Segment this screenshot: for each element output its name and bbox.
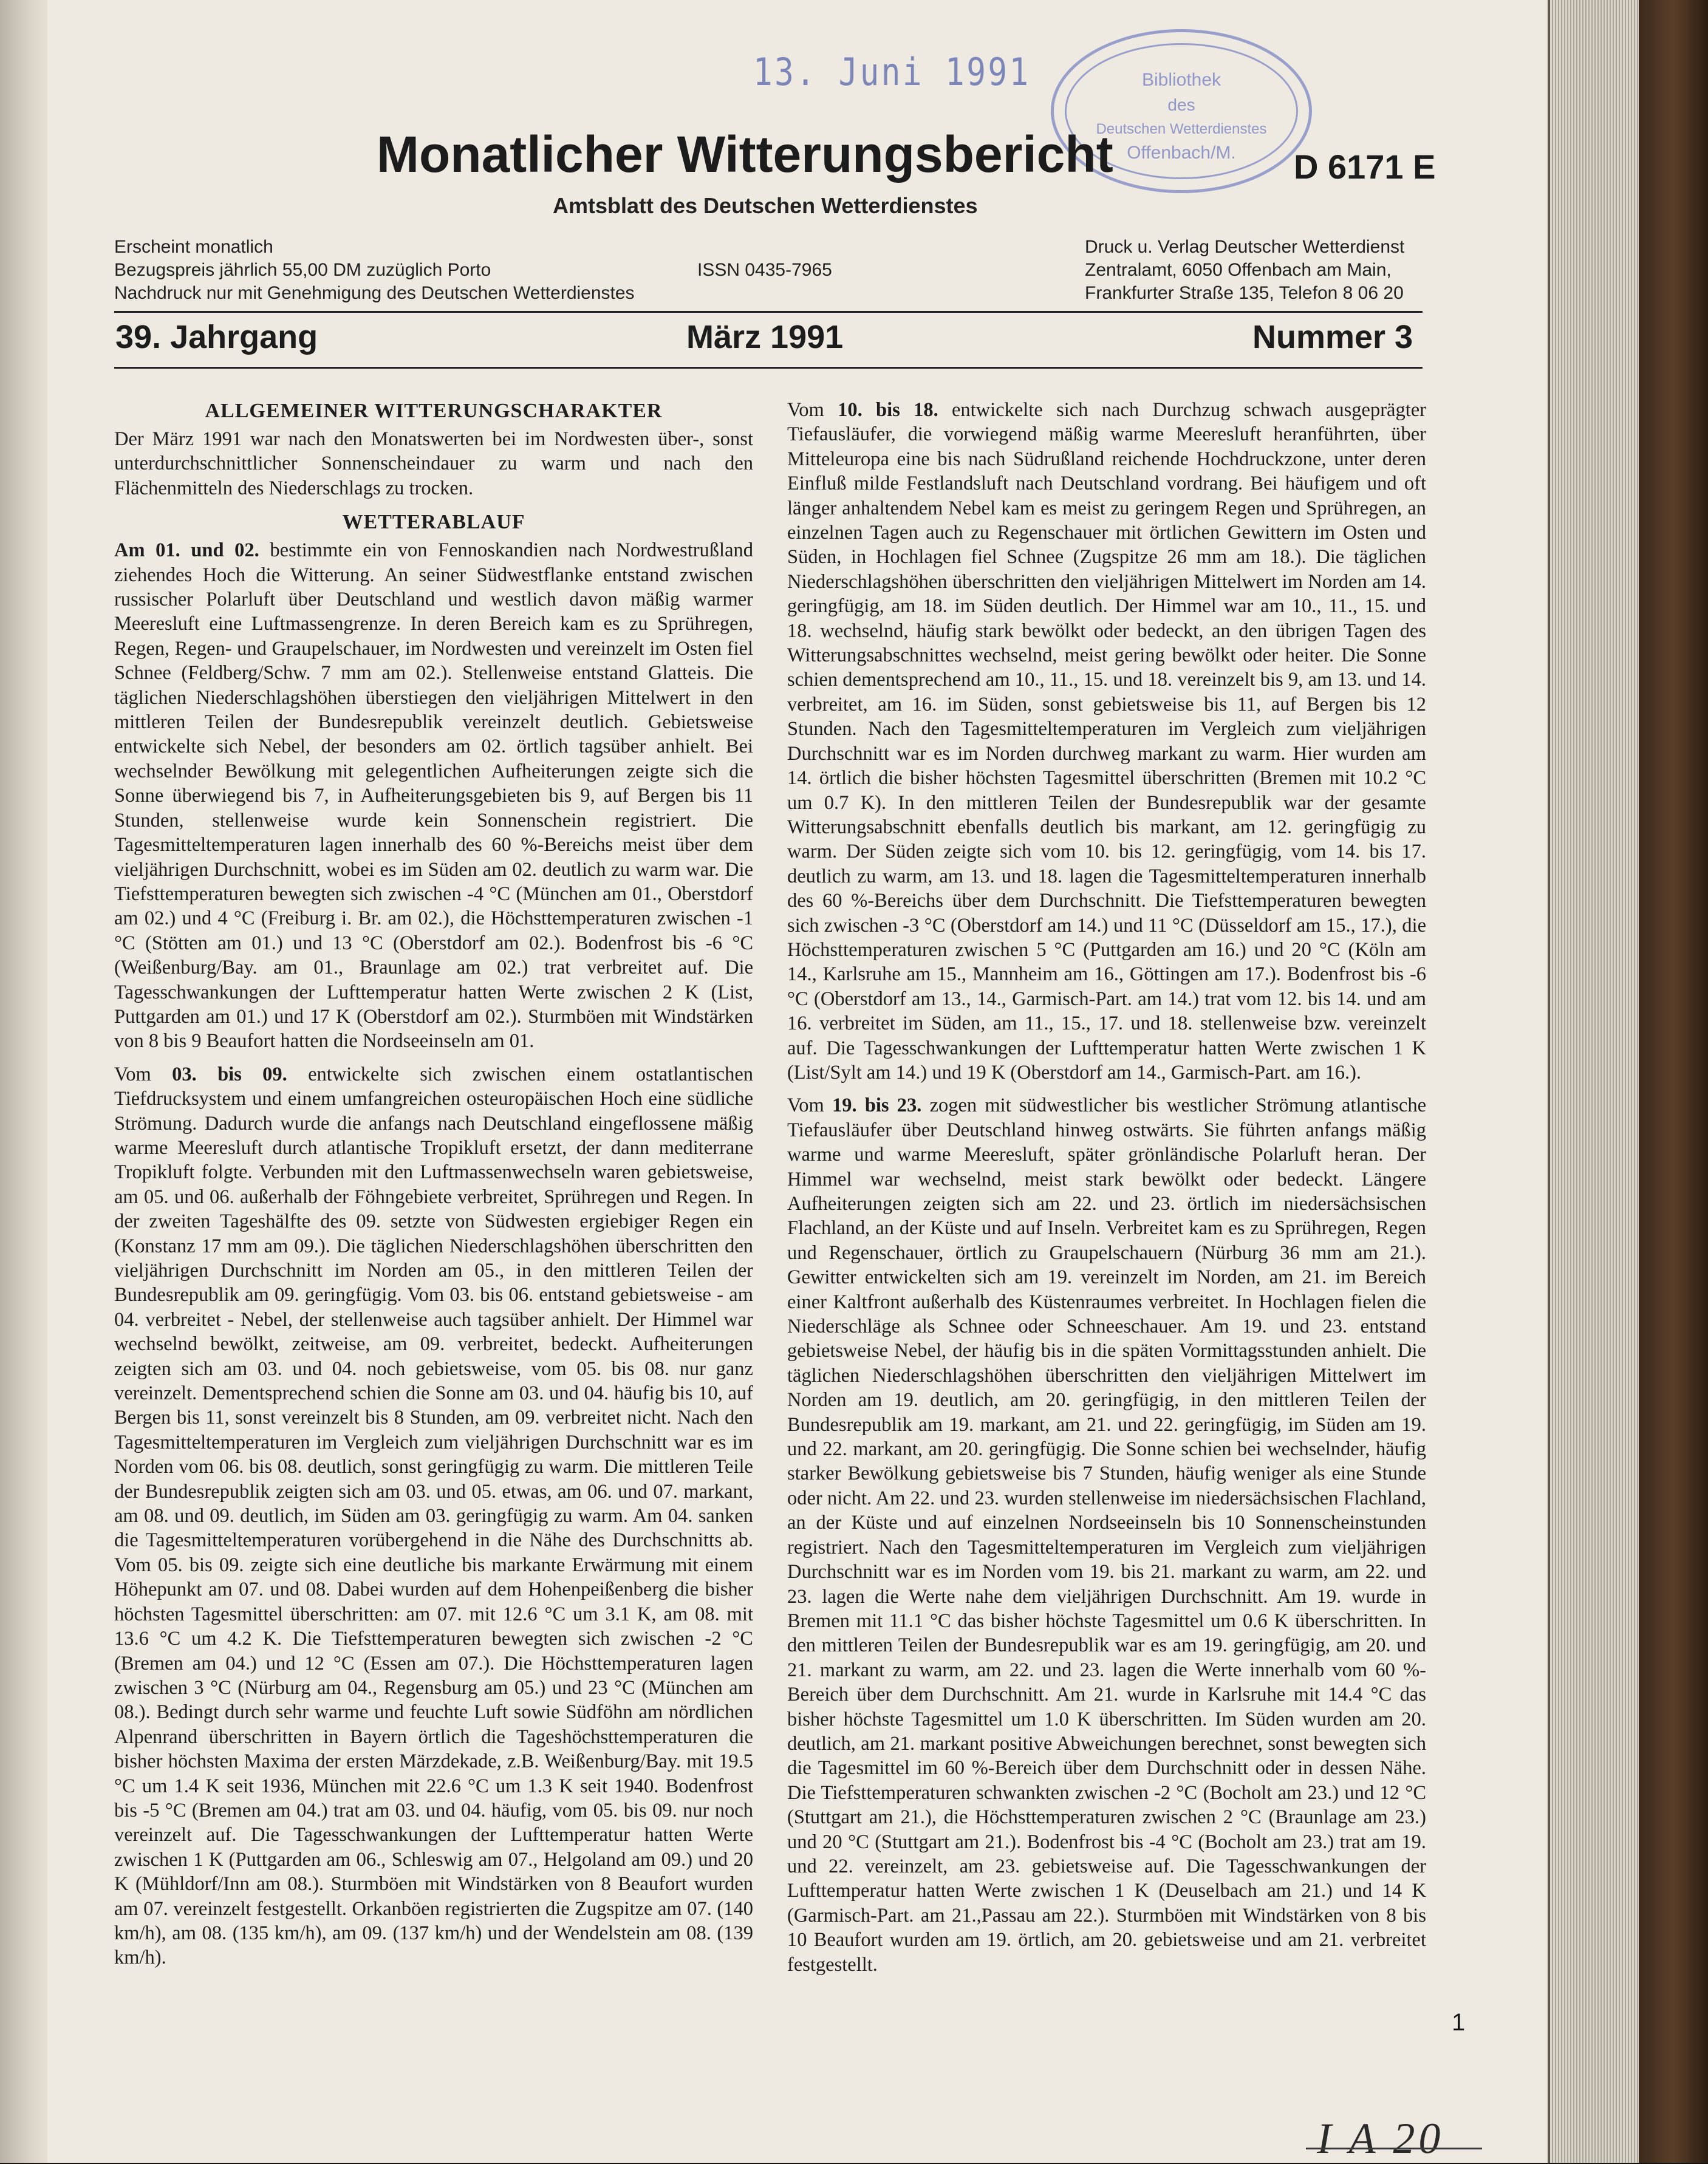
paragraph-period-03-09: Vom 03. bis 09. entwickelte sich zwischen einem ostatlantischen Tiefdrucksystem und einem umfangreichen osteuropäischen Hoch eine südliche Strömung. Dadurch wurde die anfangs nach Deutschland eingeflossene mäßig warme Meeresluft durch atlantische Tropikluft ersetzt, der dann mediterrane Tropikluft folgte. Verbunden mit den Luftmassenwechseln waren gebietsweise, am 05. und 06. außerhalb der Föhngebiete verbreitet, Sprühregen und Regen. In der zweiten Tageshälfte des 09. setzte von Südwesten ergiebiger Regen ein (Konstanz 17 mm am 09.). Die täglichen Niederschlagshöhen überschritten den vieljährigen Durchschnitt im Norden am 05., in den mittleren Teilen der Bundesrepublik am 09. geringfügig. Vom 03. bis 06. entstand gebietsweise - am 04. verbreitet - Nebel, der stellenweise auch tagsüber anhielt. Der Himmel war wechselnd bewölkt, zeitweise, am 09. verbreitet, bedeckt. Aufheiterungen zeigten sich am 03. und 04. noch gebietsweise, vom 05. bis 08. nur ganz vereinzelt. Dementsprechend schien die Sonne am 03. und 04. häufig bis 10, auf Bergen bis 11, sonst vereinzelt bis 8 Stunden, am 09. verbreitet nicht. Nach den Tagesmitteltemperaturen im Vergleich zum vieljährigen Durchschnitt war es im Norden vom 06. bis 08. deutlich, sonst geringfügig zu warm. Die mittleren Teile der Bundesrepublik zeigten sich am 03. und 05. etwas, am 06. und 07. markant, am 08. und 09. deutlich, im Süden am 03. geringfügig zu warm. Am 04. sanken die Tagesmitteltemperaturen vorübergehend in die Nähe des Durchschnitts ab. Vom 05. bis 09. zeigte sich eine deutliche bis markante Erwärmung mit einem Höhepunkt am 07. und 08. Dabei wurden auf dem Hohenpeißenberg die bisher höchsten Tagesmittel überschritten: am 07. mit 12.6 °C um 3.1 K, am 08. mit 13.6 °C um 4.2 K. Die Tiefsttemperaturen bewegten sich zwischen -2 °C (Bremen am 04.) und 12 °C (Essen am 07.). Die Höchsttemperaturen lagen zwischen 3 °C (Nürburg am 04., Regensburg am 05.) und 23 °C (München am 08.). Bedingt durch sehr warme und feuchte Luft sowie Südföhn am nördlichen Alpenrand überschritten in Bayern örtlich die Tageshöchsttemperaturen die bisher höchsten Maxima der ersten Märzdekade, z.B. Weißenburg/Bay. mit 19.5 °C um 1.4 K seit 1936, München mit 22.6 °C um 1.3 K seit 1940. Bodenfrost bis -5 °C (Bremen am 04.) trat am 03. und 04. häufig, vom 05. bis 09. nur noch vereinzelt auf. Die Tagesschwankungen der Lufttemperatur hatten Werte zwischen 1 K (Puttgarden am 06., Schleswig am 07., Helgoland am 09.) und 20 K (Mühldorf/Inn am 08.). Sturmböen mit Windstärken von 8 Beaufort wurden am 07. vereinzelt festgestellt. Orkanböen registrierten die Zugspitze am 07. (140 km/h), am 08. (135 km/h), am 09. (137 km/h) und der Wendelstein am 08. (139 km/h). — [114, 1063, 753, 1969]
header-rule-bottom — [114, 367, 1423, 369]
paragraph-text: zogen mit südwestlicher bis westlicher Strömung atlantische Tiefausläufer über Deutschland hinweg ostwärts. Sie führten anfangs mäßig warme und warme Meeresluft, später grönländische Polarluft heran. Der Himmel war wechselnd, meist stark bewölkt oder bedeckt. Längere Aufheiterungen zeigten sich am 22. und 23. örtlich im niedersächsischen Flachland, an der Küste und auf Inseln. Verbreitet kam es zu Sprühregen, Regen und Regenschauer, örtlich zu Graupelschauern (Nürburg 36 mm am 21.). Gewitter entwickelten sich am 19. vereinzelt im Norden, am 21. im Bereich einer Kaltfront außerhalb des Küstenraumes verbreitet. In Hochlagen fielen die Niederschläge als Schnee oder Schneeschauer. Am 19. und 23. entstand gebietsweise Nebel, der häufig bis in die späten Vormittagsstunden anhielt. Die täglichen Niederschlagshöhen überschritten den vieljährigen Mittelwert im Norden am 19. deutlich, am 20. geringfügig, in den mittleren Teilen der Bundesrepublik am 19. markant, am 21. und 22. geringfügig, im Süden am 19. und 22. markant, am 20. geringfügig. Die Sonne schien bei wechselnder, häufig starker Bewölkung gebietsweise bis 7 Stunden, häufig weniger als eine Stunde oder nicht. Am 22. und 23. wurden stellenweise im niedersächsischen Flachland, an der Küste und auf einzelnen Nordseeinseln bis 10 Sonnenscheinstunden registriert. Nach den Tagesmitteltemperaturen im Vergleich zum vieljährigen Durchschnitt war es im Norden vom 19. bis 21. markant zu warm, am 22. und 23. lagen die Werte nahe dem vieljährigen Durchschnitt. Am 19. wurde in Bremen mit 11.1 °C das bisher höchste Tagesmittel um 0.6 K überschritten. In den mittleren Teilen der Bundesrepublik war es am 19. geringfügig, am 20. und 21. markant zu warm, am 22. und 23. lagen die Werte innerhalb vom 60 %-Bereich über dem Durchschnitt. Am 21. wurde in Karlsruhe mit 14.4 °C das bisher höchste Tagesmittel um 1.0 K überschritten. Im Süden wurden am 20. deutlich, am 21. markant positive Abweichungen berechnet, sonst bewegten sich die Tagesmittel im 60 %-Bereich über dem Durchschnitt oder in dessen Nähe. Die Tiefsttemperaturen schwankten zwischen -2 °C (Bocholt am 23.) und 12 °C (Stuttgart am 21.), die Höchsttemperaturen zwischen 2 °C (Braunlage am 23.) und 20 °C (Stuttgart am 21.). Bodenfrost bis -4 °C (Bocholt am 23.) trat am 19. und 22. vereinzelt, am 23. gebietsweise auf. Die Tagesschwankungen der Lufttemperatur hatten Werte zwischen 1 K (Deuselbach am 21.) und 14 K (Garmisch-Part. am 21.,Passau am 22.). Sturmböen mit Windstärken von 8 bis 10 Beaufort wurden am 19. örtlich, am 20. gebietsweise und am 21. verbreitet festgestellt. — [787, 1094, 1426, 1976]
paragraph-character: Der März 1991 war nach den Monatswerten bei im Nordwesten über-, sonst unterdurchschnittlicher Sonnenscheindauer zu warm und nach den Flächenmitteln des Niederschlags zu trocken. — [114, 428, 753, 499]
book-gutter-edge — [0, 0, 49, 2163]
binding-cover — [1639, 0, 1708, 2163]
library-stamp-line: Bibliothek — [1141, 70, 1221, 90]
column-right — [787, 398, 1426, 1985]
period-lead: 19. bis 23. — [832, 1094, 922, 1117]
period-lead: Am 01. und 02. — [114, 539, 259, 562]
library-stamp-line: Deutschen Wetterdienstes — [1096, 121, 1267, 137]
subscription-price: Bezugspreis jährlich 55,00 DM zuzüglich Porto — [114, 260, 491, 280]
paragraph-period-10-18: Vom 10. bis 18. entwickelte sich nach Durchzug schwach ausgeprägter Tiefausläufer, die vorwiegend mäßig warme Meeresluft heranführten, über Mitteleuropa eine bis nach Südrußland reichende Hochdruckzone, unter deren Einfluß milde Festlandsluft nach Deutschland vordrang. Bei häufigem und oft länger anhaltendem Nebel kam es meist zu geringem Regen und Sprühregen, an einzelnen Tagen auch zu Regenschauer mit örtlichen Gewittern im Osten und Süden, in Hochlagen fiel Schnee (Zugspitze 26 mm am 18.). Die täglichen Niederschlagshöhen überschritten den vieljährigen Mittelwert im Norden am 14. geringfügig, am 18. im Süden deutlich. Der Himmel war am 10., 11., 15. und 18. wechselnd, häufig stark bewölkt oder bedeckt, an den übrigen Tagen des Witterungsabschnittes wechselnd, meist gering bewölkt oder heiter. Die Sonne schien dementsprechend am 10., 11., 15. und 18. vereinzelt bis 9, am 13. und 14. verbreitet, am 16. im Süden, sonst gebietsweise bis 11, auf Bergen bis 12 Stunden. Nach den Tagesmitteltemperaturen im Vergleich zum vieljährigen Durchschnitt war es im Norden durchweg markant zu warm. Hier wurden am 14. örtlich die bisher höchsten Tagesmittel überschritten (Bremen mit 10.2 °C um 0.7 K). In den mittleren Teilen der Bundesrepublik war der gesamte Witterungsabschnitt ebenfalls deutlich bis markant, am 12. geringfügig zu warm. Der Süden zeigte sich vom 10. bis 12. geringfügig, vom 14. bis 17. deutlich zu warm, am 13. und 18. lagen die Tagesmitteltemperaturen innerhalb des 60 %-Bereichs über dem Durchschnitt. Die Tiefsttemperaturen bewegten sich zwischen -3 °C (Oberstdorf am 14.) und 11 °C (Düsseldorf am 15., 17.), die Höchsttemperaturen zwischen 5 °C (Puttgarden am 16.) und 20 °C (Köln am 14., Karlsruhe am 15., Mannheim am 16., Göttingen am 17.). Bodenfrost bis -6 °C (Oberstdorf am 13., 14., Garmisch-Part. am 14.) trat vom 12. bis 14. und am 16. verbreitet im Süden, am 11., 15., 17. und 18. stellenweise bzw. vereinzelt auf. Die Tagesschwankungen der Lufttemperatur hatten Werte zwischen 1 K (List/Sylt am 14.) und 19 K (Oberstdorf am 14., Garmisch-Part. am 16.). — [787, 399, 1426, 1084]
publisher-line: Druck u. Verlag Deutscher Wetterdienst — [1085, 237, 1405, 257]
paragraph-period-19-23: Vom 19. bis 23. zogen mit südwestlicher bis westlicher Strömung atlantische Tiefausläufer über Deutschland hinweg ostwärts. Sie führten anfangs mäßig warme und warme Meeresluft, später grönländische Polarluft heran. Der Himmel war wechselnd, meist stark bewölkt oder bedeckt. Längere Aufheiterungen zeigten sich am 22. und 23. örtlich im niedersächsischen Flachland, an der Küste und auf Inseln. Verbreitet kam es zu Sprühregen, Regen und Regenschauer, örtlich zu Graupelschauern (Nürburg 36 mm am 21.). Gewitter entwickelten sich am 19. vereinzelt im Norden, am 21. im Bereich einer Kaltfront außerhalb des Küstenraumes verbreitet. In Hochlagen fielen die Niederschläge als Schnee oder Schneeschauer. Am 19. und 23. entstand gebietsweise Nebel, der häufig bis in die späten Vormittagsstunden anhielt. Die täglichen Niederschlagshöhen überschritten den vieljährigen Mittelwert im Norden am 19. deutlich, am 20. geringfügig, in den mittleren Teilen der Bundesrepublik am 19. markant, am 21. und 22. geringfügig, im Süden am 19. und 22. markant, am 20. geringfügig. Die Sonne schien bei wechselnder, häufig starker Bewölkung gebietsweise bis 7 Stunden, häufig weniger als eine Stunde oder nicht. Am 22. und 23. wurden stellenweise im niedersächsischen Flachland, an der Küste und auf einzelnen Nordseeinseln bis 10 Sonnenscheinstunden registriert. Nach den Tagesmitteltemperaturen im Vergleich zum vieljährigen Durchschnitt war es im Norden vom 19. bis 21. markant zu warm, am 22. und 23. lagen die Werte nahe dem vieljährigen Durchschnitt. Am 19. wurde in Bremen mit 11.1 °C das bisher höchste Tagesmittel um 0.6 K überschritten. In den mittleren Teilen der Bundesrepublik war es am 19. geringfügig, am 20. und 21. markant zu warm, am 22. und 23. lagen die Werte innerhalb vom 60 %-Bereich über dem Durchschnitt. Am 21. wurde in Karlsruhe mit 14.4 °C das bisher höchste Tagesmittel um 1.0 K überschritten. Im Süden wurden am 20. deutlich, am 21. markant positive Abweichungen berechnet, sonst bewegten sich die Tagesmittel im 60 %-Bereich über dem Durchschnitt oder in dessen Nähe. Die Tiefsttemperaturen schwankten zwischen -2 °C (Bocholt am 23.) und 12 °C (Stuttgart am 21.), die Höchsttemperaturen zwischen 2 °C (Braunlage am 23.) und 20 °C (Stuttgart am 21.). Bodenfrost bis -4 °C (Bocholt am 23.) trat am 19. und 22. vereinzelt, am 23. gebietsweise auf. Die Tagesschwankungen der Lufttemperatur hatten Werte zwischen 1 K (Deuselbach am 21.) und 14 K (Garmisch-Part. am 21.,Passau am 22.). Sturmböen mit Windstärken von 8 bis 10 Beaufort wurden am 19. örtlich, am 20. gebietsweise und am 21. verbreitet festgestellt. — [787, 1094, 1426, 1976]
reprint-notice: Nachdruck nur mit Genehmigung des Deutschen Wetterdienstes — [114, 283, 635, 303]
section-heading-course: WETTERABLAUF — [342, 511, 525, 534]
publisher-info — [1085, 236, 1404, 305]
period-lead: 10. bis 18. — [838, 399, 938, 421]
masthead-subtitle: Amtsblatt des Deutschen Wetterdienstes — [553, 193, 978, 218]
library-stamp-line: des — [1167, 95, 1195, 114]
issue-number: Nummer 3 — [1252, 319, 1413, 355]
issn: ISSN 0435-7965 — [697, 260, 832, 280]
publication-frequency: Erscheint monatlich — [114, 237, 273, 257]
masthead-title: Monatlicher Witterungsbericht — [377, 126, 1113, 183]
edition-code: D 6171 E — [1294, 148, 1436, 186]
publication-info — [114, 236, 635, 305]
column-left — [114, 398, 753, 1979]
handwritten-shelfmark: I A 20 — [1317, 2114, 1444, 2163]
receipt-date-stamp: 13. Juni 1991 — [753, 50, 1031, 94]
shelfmark-underline — [1306, 2148, 1482, 2149]
publisher-line: Frankfurter Straße 135, Telefon 8 06 20 — [1085, 283, 1404, 303]
publisher-line: Zentralamt, 6050 Offenbach am Main, — [1085, 260, 1392, 280]
library-stamp-line: Offenbach/M. — [1127, 143, 1236, 163]
paragraph-text: bestimmte ein von Fennoskandien nach Nordwestrußland ziehendes Hoch die Witterung. An seiner Südwestflanke entstand zwischen russischer Polarluft über Deutschland und westlich davon mäßig warmer Meeresluft eine Luftmassengrenze. In deren Bereich kam es zu Sprühregen, Regen, Regen- und Graupelschauer, im Nordwesten und vereinzelt im Osten fiel Schnee (Feldberg/Schw. 7 mm am 02.). Stellenweise entstand Glatteis. Die täglichen Niederschlagshöhen überstiegen den vieljährigen Mittelwert in den mittleren Teilen der Bundesrepublik vereinzelt deutlich. Gebietsweise entwickelte sich Nebel, der besonders am 02. örtlich tagsüber anhielt. Bei wechselnder Bewölkung mit gelegentlichen Aufheiterungen zeigte sich die Sonne überwiegend bis 7, in Aufheiterungsgebieten bis 9, auf Bergen bis 11 Stunden, stellenweise wurde kein Sonnenschein registriert. Die Tagesmitteltemperaturen lagen innerhalb des 60 %-Bereichs meist über dem vieljährigen Durchschnitt, wobei es im Süden am 02. deutlich zu warm war. Die Tiefsttemperaturen bewegten sich zwischen -4 °C (München am 01., Oberstdorf am 02.) und 4 °C (Freiburg i. Br. am 02.), die Höchsttemperaturen zwischen -1 °C (Stötten am 01.) und 13 °C (Oberstdorf am 02.). Bodenfrost bis -6 °C (Weißenburg/Bay. am 01., Braunlage am 02.) trat verbreitet auf. Die Tagesschwankungen der Lufttemperatur hatten Werte zwischen 2 K (List, Puttgarden am 01.) und 17 K (Oberstdorf am 02.). Sturmböen mit Windstärken von 8 bis 9 Beaufort hatten die Nordseeinseln am 01. — [114, 539, 753, 1053]
header-rule-top — [114, 311, 1423, 313]
paragraph-text: entwickelte sich nach Durchzug schwach ausgeprägter Tiefausläufer, die vorwiegend mäßig warme Meeresluft heranführten, über Mitteleuropa eine bis nach Südrußland reichende Hochdruckzone, unter deren Einfluß milde Festlandsluft nach Deutschland vordrang. Bei häufigem und oft länger anhaltendem Nebel kam es meist zu geringem Regen und Sprühregen, an einzelnen Tagen auch zu Regenschauer mit örtlichen Gewittern im Osten und Süden, in Hochlagen fiel Schnee (Zugspitze 26 mm am 18.). Die täglichen Niederschlagshöhen überschritten den vieljährigen Mittelwert im Norden am 14. geringfügig, am 18. im Süden deutlich. Der Himmel war am 10., 11., 15. und 18. wechselnd, häufig stark bewölkt oder bedeckt, an den übrigen Tagen des Witterungsabschnittes wechselnd, meist gering bewölkt oder heiter. Die Sonne schien dementsprechend am 10., 11., 15. und 18. vereinzelt bis 9, am 13. und 14. verbreitet, am 16. im Süden, sonst gebietsweise bis 11, auf Bergen bis 12 Stunden. Nach den Tagesmitteltemperaturen im Vergleich zum vieljährigen Durchschnitt war es im Norden durchweg markant zu warm. Hier wurden am 14. örtlich die bisher höchsten Tagesmittel überschritten (Bremen mit 10.2 °C um 0.7 K). In den mittleren Teilen der Bundesrepublik war der gesamte Witterungsabschnitt ebenfalls deutlich bis markant, am 12. geringfügig zu warm. Der Süden zeigte sich vom 10. bis 12. geringfügig, vom 14. bis 17. deutlich zu warm, am 13. und 18. lagen die Tagesmitteltemperaturen innerhalb des 60 %-Bereichs über dem Durchschnitt. Die Tiefsttemperaturen bewegten sich zwischen -3 °C (Oberstdorf am 14.) und 11 °C (Düsseldorf am 15., 17.), die Höchsttemperaturen zwischen 5 °C (Puttgarden am 16.) und 20 °C (Köln am 14., Karlsruhe am 15., Mannheim am 16., Göttingen am 17.). Bodenfrost bis -6 °C (Oberstdorf am 13., 14., Garmisch-Part. am 14.) trat vom 12. bis 14. und am 16. verbreitet im Süden, am 11., 15., 17. und 18. stellenweise bzw. vereinzelt auf. Die Tagesschwankungen der Lufttemperatur hatten Werte zwischen 1 K (List/Sylt am 14.) und 19 K (Oberstdorf am 14., Garmisch-Part. am 16.). — [787, 399, 1426, 1084]
page-number: 1 — [1452, 2009, 1466, 2036]
paragraph-text: entwickelte sich zwischen einem ostatlantischen Tiefdrucksystem und einem umfangreichen osteuropäischen Hoch eine südliche Strömung. Dadurch wurde die anfangs nach Deutschland eingeflossene mäßig warme Meeresluft durch atlantische Tropikluft ersetzt, der dann mediterrane Tropikluft folgte. Verbunden mit den Luftmassenwechseln waren gebietsweise, am 05. und 06. außerhalb der Föhngebiete verbreitet, Sprühregen und Regen. In der zweiten Tageshälfte des 09. setzte von Südwesten ergiebiger Regen ein (Konstanz 17 mm am 09.). Die täglichen Niederschlagshöhen überschritten den vieljährigen Durchschnitt im Norden am 05., in den mittleren Teilen der Bundesrepublik am 09. geringfügig. Vom 03. bis 06. entstand gebietsweise - am 04. verbreitet - Nebel, der stellenweise auch tagsüber anhielt. Der Himmel war wechselnd bewölkt, zeitweise, am 09. verbreitet, bedeckt. Aufheiterungen zeigten sich am 03. und 04. noch gebietsweise, vom 05. bis 08. nur ganz vereinzelt. Dementsprechend schien die Sonne am 03. und 04. häufig bis 10, auf Bergen bis 11, sonst vereinzelt bis 8 Stunden, am 09. verbreitet nicht. Nach den Tagesmitteltemperaturen im Vergleich zum vieljährigen Durchschnitt war es im Norden vom 06. bis 08. deutlich, sonst geringfügig zu warm. Die mittleren Teile der Bundesrepublik zeigten sich am 03. und 05. etwas, am 06. und 07. markant, am 08. und 09. deutlich, im Süden am 03. geringfügig zu warm. Am 04. sanken die Tagesmitteltemperaturen vorübergehend in die Nähe des Durchschnitts ab. Vom 05. bis 09. zeigte sich eine deutliche bis markante Erwärmung mit einem Höhepunkt am 07. und 08. Dabei wurden auf dem Hohenpeißenberg die bisher höchsten Tagesmittel überschritten: am 07. mit 12.6 °C um 3.1 K, am 08. mit 13.6 °C um 4.2 K. Die Tiefsttemperaturen bewegten sich zwischen -2 °C (Bremen am 04.) und 12 °C (Essen am 07.). Die Höchsttemperaturen lagen zwischen 3 °C (Nürburg am 04., Regensburg am 05.) und 23 °C (München am 08.). Bedingt durch sehr warme und feuchte Luft sowie Südföhn am nördlichen Alpenrand überschritten in Bayern örtlich die Tageshöchsttemperaturen die bisher höchsten Maxima der ersten Märzdekade, z.B. Weißenburg/Bay. mit 19.5 °C um 1.4 K seit 1936, München mit 22.6 °C um 1.3 K seit 1940. Bodenfrost bis -5 °C (Bremen am 04.) trat am 03. und 04. häufig, vom 05. bis 09. nur noch vereinzelt auf. Die Tagesschwankungen der Lufttemperatur hatten Werte zwischen 1 K (Puttgarden am 06., Schleswig am 07., Helgoland am 09.) und 20 K (Mühldorf/Inn am 08.). Sturmböen mit Windstärken von 8 Beaufort wurden am 07. vereinzelt festgestellt. Orkanböen registrierten die Zugspitze am 07. (140 km/h), am 08. (135 km/h), am 09. (137 km/h) und der Wendelstein am 08. (139 km/h). — [114, 1063, 753, 1969]
paragraph-period-01-02 — [114, 538, 753, 1054]
issue-date: März 1991 — [686, 319, 844, 355]
volume-label: 39. Jahrgang — [115, 319, 318, 355]
period-lead: 03. bis 09. — [172, 1063, 287, 1085]
page-stack-edge — [1548, 0, 1641, 2163]
section-heading-character: ALLGEMEINER WITTERUNGSCHARAKTER — [205, 400, 663, 422]
